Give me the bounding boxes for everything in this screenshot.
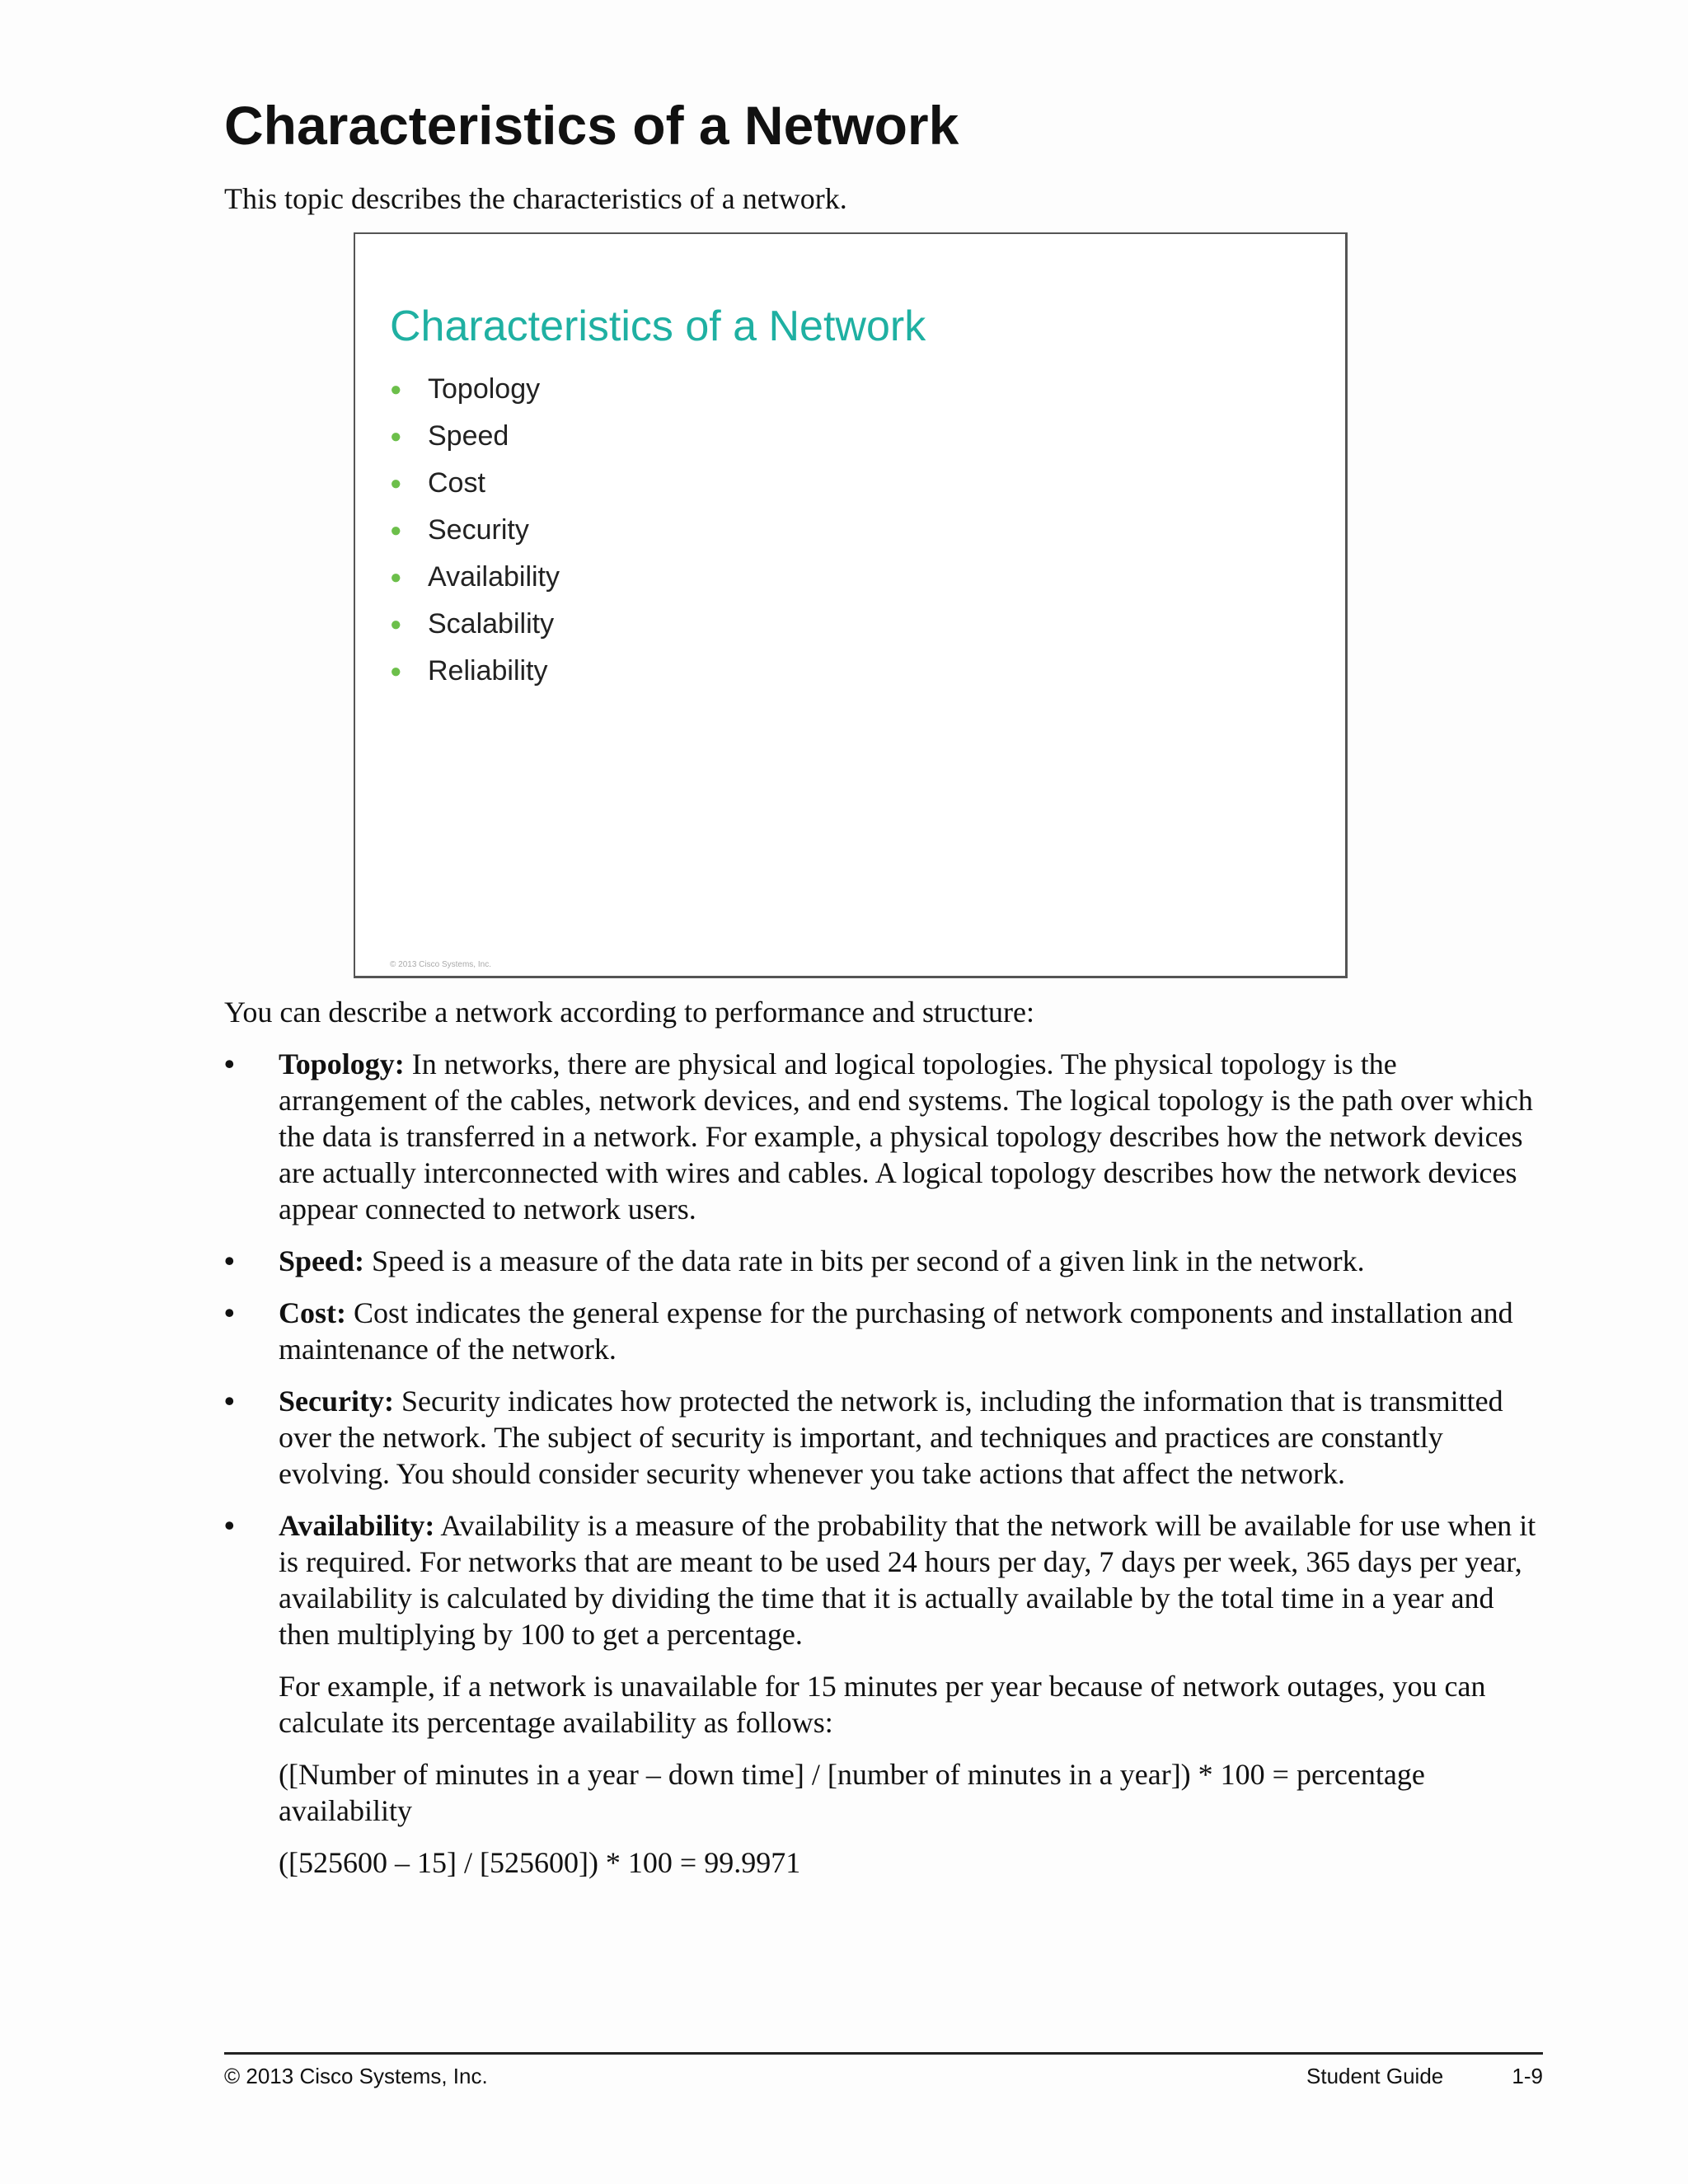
term-description: Cost indicates the general expense for the purchasing of network components and installation and maintenance of the network. bbox=[279, 1296, 1513, 1366]
bullet-icon: ● bbox=[390, 659, 402, 682]
slide-item-label: Availability bbox=[428, 561, 560, 593]
footer-guide-label: Student Guide bbox=[1306, 2064, 1444, 2088]
bullet-icon: ● bbox=[390, 565, 402, 588]
slide-title: Characteristics of a Network bbox=[390, 302, 926, 350]
slide-list-item bbox=[390, 366, 560, 413]
bullet-icon: • bbox=[224, 1244, 235, 1277]
slide-list-item bbox=[390, 554, 560, 601]
slide-list-item bbox=[390, 460, 560, 507]
slide-list-item bbox=[390, 413, 560, 460]
availability-example: For example, if a network is unavailable for 15 minutes per year because of network outages, you can calculate its percentage availability as follows: bbox=[279, 1670, 1486, 1739]
bullet-icon: ● bbox=[390, 518, 402, 541]
bullet-icon: • bbox=[224, 1296, 235, 1329]
term-description: Security indicates how protected the network is, including the information that is transmitted over the network. The subject of security is important, and techniques and practices are constantly evolving. You should consider security whenever you take actions that affect the network. bbox=[279, 1385, 1503, 1490]
bullet-icon: ● bbox=[390, 471, 402, 494]
availability-details bbox=[224, 1668, 1543, 1881]
term-description: Speed is a measure of the data rate in bits per second of a given link in the network. bbox=[372, 1244, 1365, 1277]
slide-copyright: © 2013 Cisco Systems, Inc. bbox=[390, 960, 491, 969]
bullet-icon: ● bbox=[390, 612, 402, 635]
list-item-availability bbox=[224, 1507, 1543, 1652]
slide-item-label: Speed bbox=[428, 420, 509, 452]
term-label: Cost: bbox=[279, 1296, 346, 1329]
term-description: In networks, there are physical and logical topologies. The physical topology is the arrangement of the cables, network devices, and end systems. The logical topology is the path over which the data is transferred in a network. For example, a physical topology describes how the network devices are actually interconnected with wires and cables. A logical topology describes how the network devices appear connected to network users. bbox=[279, 1047, 1533, 1226]
characteristics-list bbox=[224, 1046, 1543, 1896]
slide-bullet-list bbox=[390, 366, 560, 695]
slide-item-label: Reliability bbox=[428, 655, 548, 687]
term-description: Availability is a measure of the probability that the network will be available for use when it is required. For networks that are meant to be used 24 hours per day, 7 days per week, 365 days per year, availability is calculated by dividing the time that it is actually available by the total time in a year and then multiplying by 100 to get a percentage. bbox=[279, 1509, 1536, 1651]
list-item-security bbox=[224, 1383, 1543, 1492]
term-label: Security: bbox=[279, 1385, 394, 1418]
term-label: Availability: bbox=[279, 1509, 435, 1542]
slide-item-label: Security bbox=[428, 514, 529, 546]
page-title: Characteristics of a Network bbox=[224, 95, 959, 156]
availability-calculation: ([525600 – 15] / [525600]) * 100 = 99.9971 bbox=[279, 1846, 801, 1879]
page-number: 1-9 bbox=[1512, 2064, 1543, 2088]
slide-list-item bbox=[390, 648, 560, 695]
slide-list-item bbox=[390, 507, 560, 554]
footer-divider bbox=[224, 2052, 1543, 2055]
term-label: Topology: bbox=[279, 1047, 405, 1080]
bullet-icon: ● bbox=[390, 424, 402, 448]
lead-text: You can describe a network according to performance and structure: bbox=[224, 996, 1034, 1029]
bullet-icon: ● bbox=[390, 377, 402, 401]
slide-image bbox=[354, 232, 1348, 978]
bullet-icon: • bbox=[224, 1385, 235, 1418]
intro-text: This topic describes the characteristics of a network. bbox=[224, 182, 847, 215]
availability-formula: ([Number of minutes in a year – down time] / [number of minutes in a year]) * 100 = percentage availability bbox=[279, 1758, 1425, 1827]
footer-copyright: © 2013 Cisco Systems, Inc. bbox=[224, 2064, 488, 2088]
slide-item-label: Topology bbox=[428, 373, 541, 405]
list-item-topology bbox=[224, 1046, 1543, 1227]
term-label: Speed: bbox=[279, 1244, 365, 1277]
list-item-speed bbox=[224, 1243, 1543, 1279]
bullet-icon: • bbox=[224, 1509, 235, 1542]
bullet-icon: • bbox=[224, 1047, 235, 1080]
slide-list-item bbox=[390, 601, 560, 648]
list-item-cost bbox=[224, 1295, 1543, 1367]
slide-item-label: Cost bbox=[428, 467, 485, 499]
slide-item-label: Scalability bbox=[428, 608, 555, 640]
